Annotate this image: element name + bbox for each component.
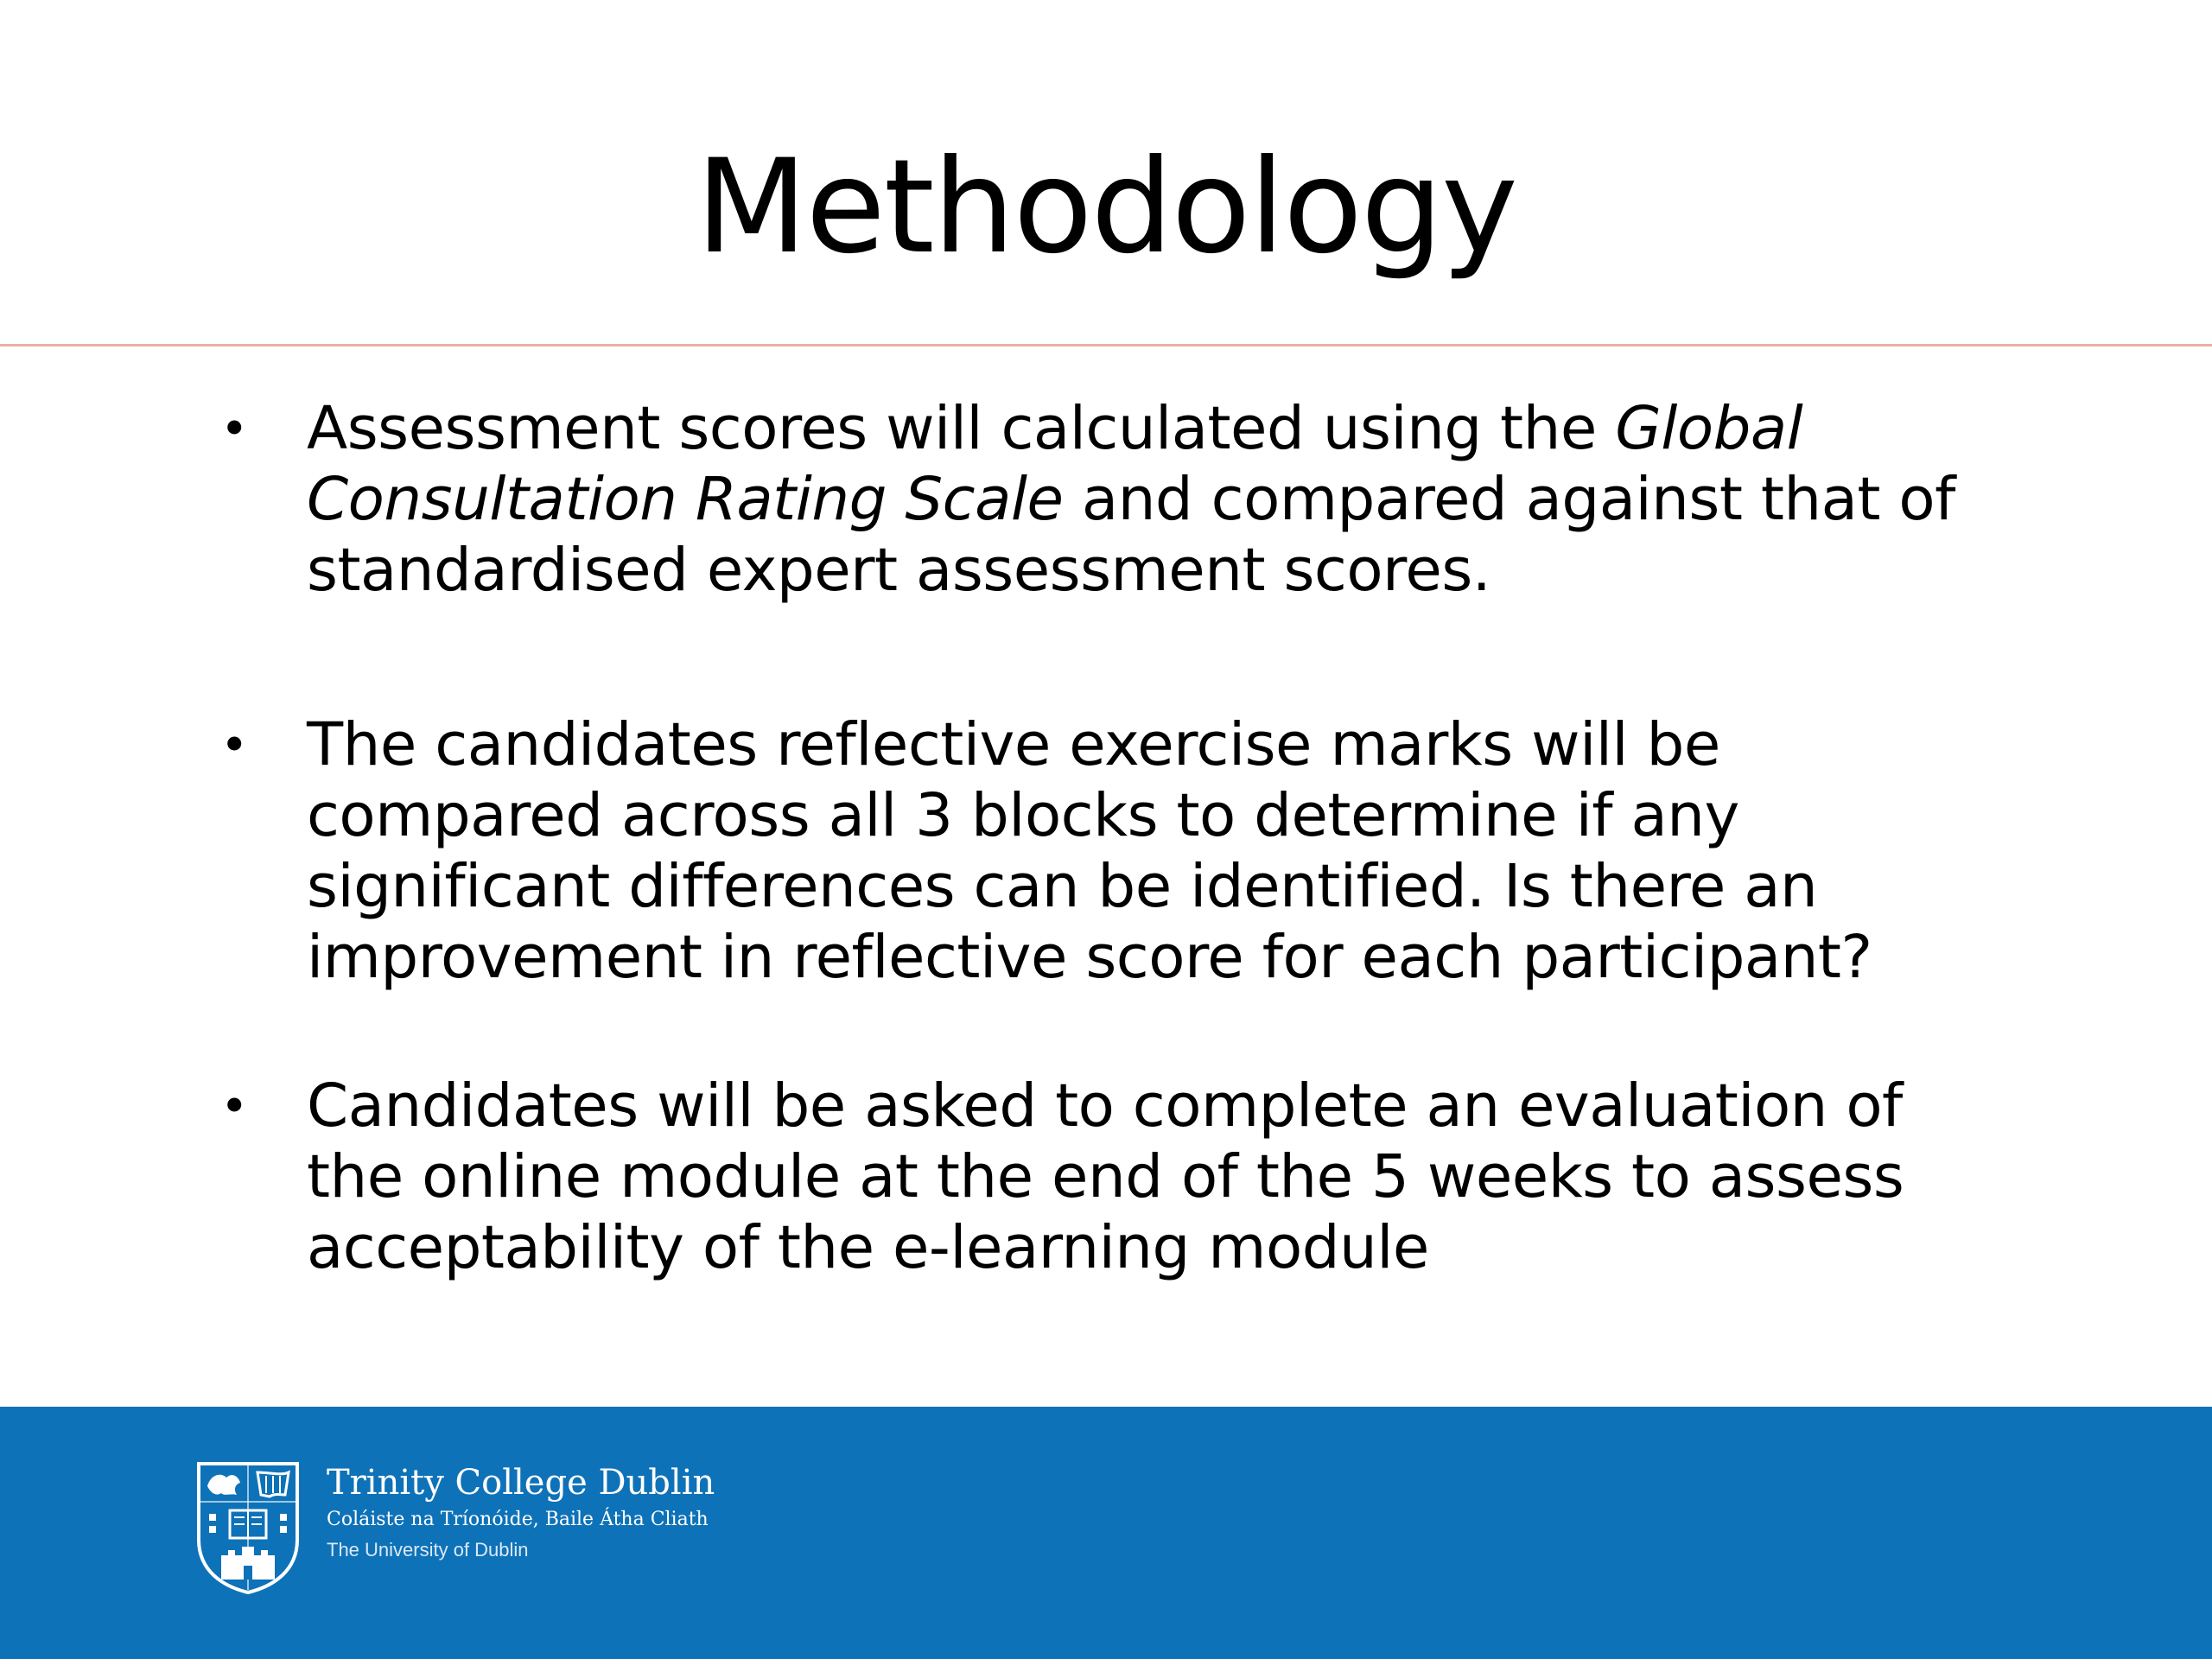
university-crest-icon xyxy=(195,1460,301,1595)
bullet-text-italic: Global Consultation Rating Scale xyxy=(307,394,1803,534)
bullet-item xyxy=(216,393,2005,606)
slide-title: Methodology xyxy=(696,132,1516,283)
bullet-marker: • xyxy=(220,1078,248,1134)
university-subtitle: The University of Dublin xyxy=(327,1539,529,1560)
bullet-item xyxy=(216,709,2005,993)
bullet-text: and compared against that of standardised expert assessment scores. xyxy=(307,465,1955,605)
bullet-marker: • xyxy=(220,401,248,456)
bullet-text: Assessment scores will calculated using the xyxy=(307,394,1616,463)
university-name-irish: Coláiste na Tríonóide, Baile Átha Cliath xyxy=(327,1509,709,1530)
title-divider xyxy=(0,344,2212,346)
bullet-text: The candidates reflective exercise marks will be compared across all 3 blocks to determine if any significant differences can be identified. Is there an improvement in reflective score for each participant? xyxy=(307,710,1872,992)
bullet-marker: • xyxy=(220,717,248,772)
bullet-list xyxy=(216,393,2005,1283)
university-name: Trinity College Dublin xyxy=(327,1463,715,1503)
bullet-item xyxy=(216,1071,2005,1283)
bullet-text: Candidates will be asked to complete an evaluation of the online module at the end of the 5 weeks to assess acceptability of the e-learning module xyxy=(307,1071,1904,1282)
university-wordmark xyxy=(327,1460,715,1566)
